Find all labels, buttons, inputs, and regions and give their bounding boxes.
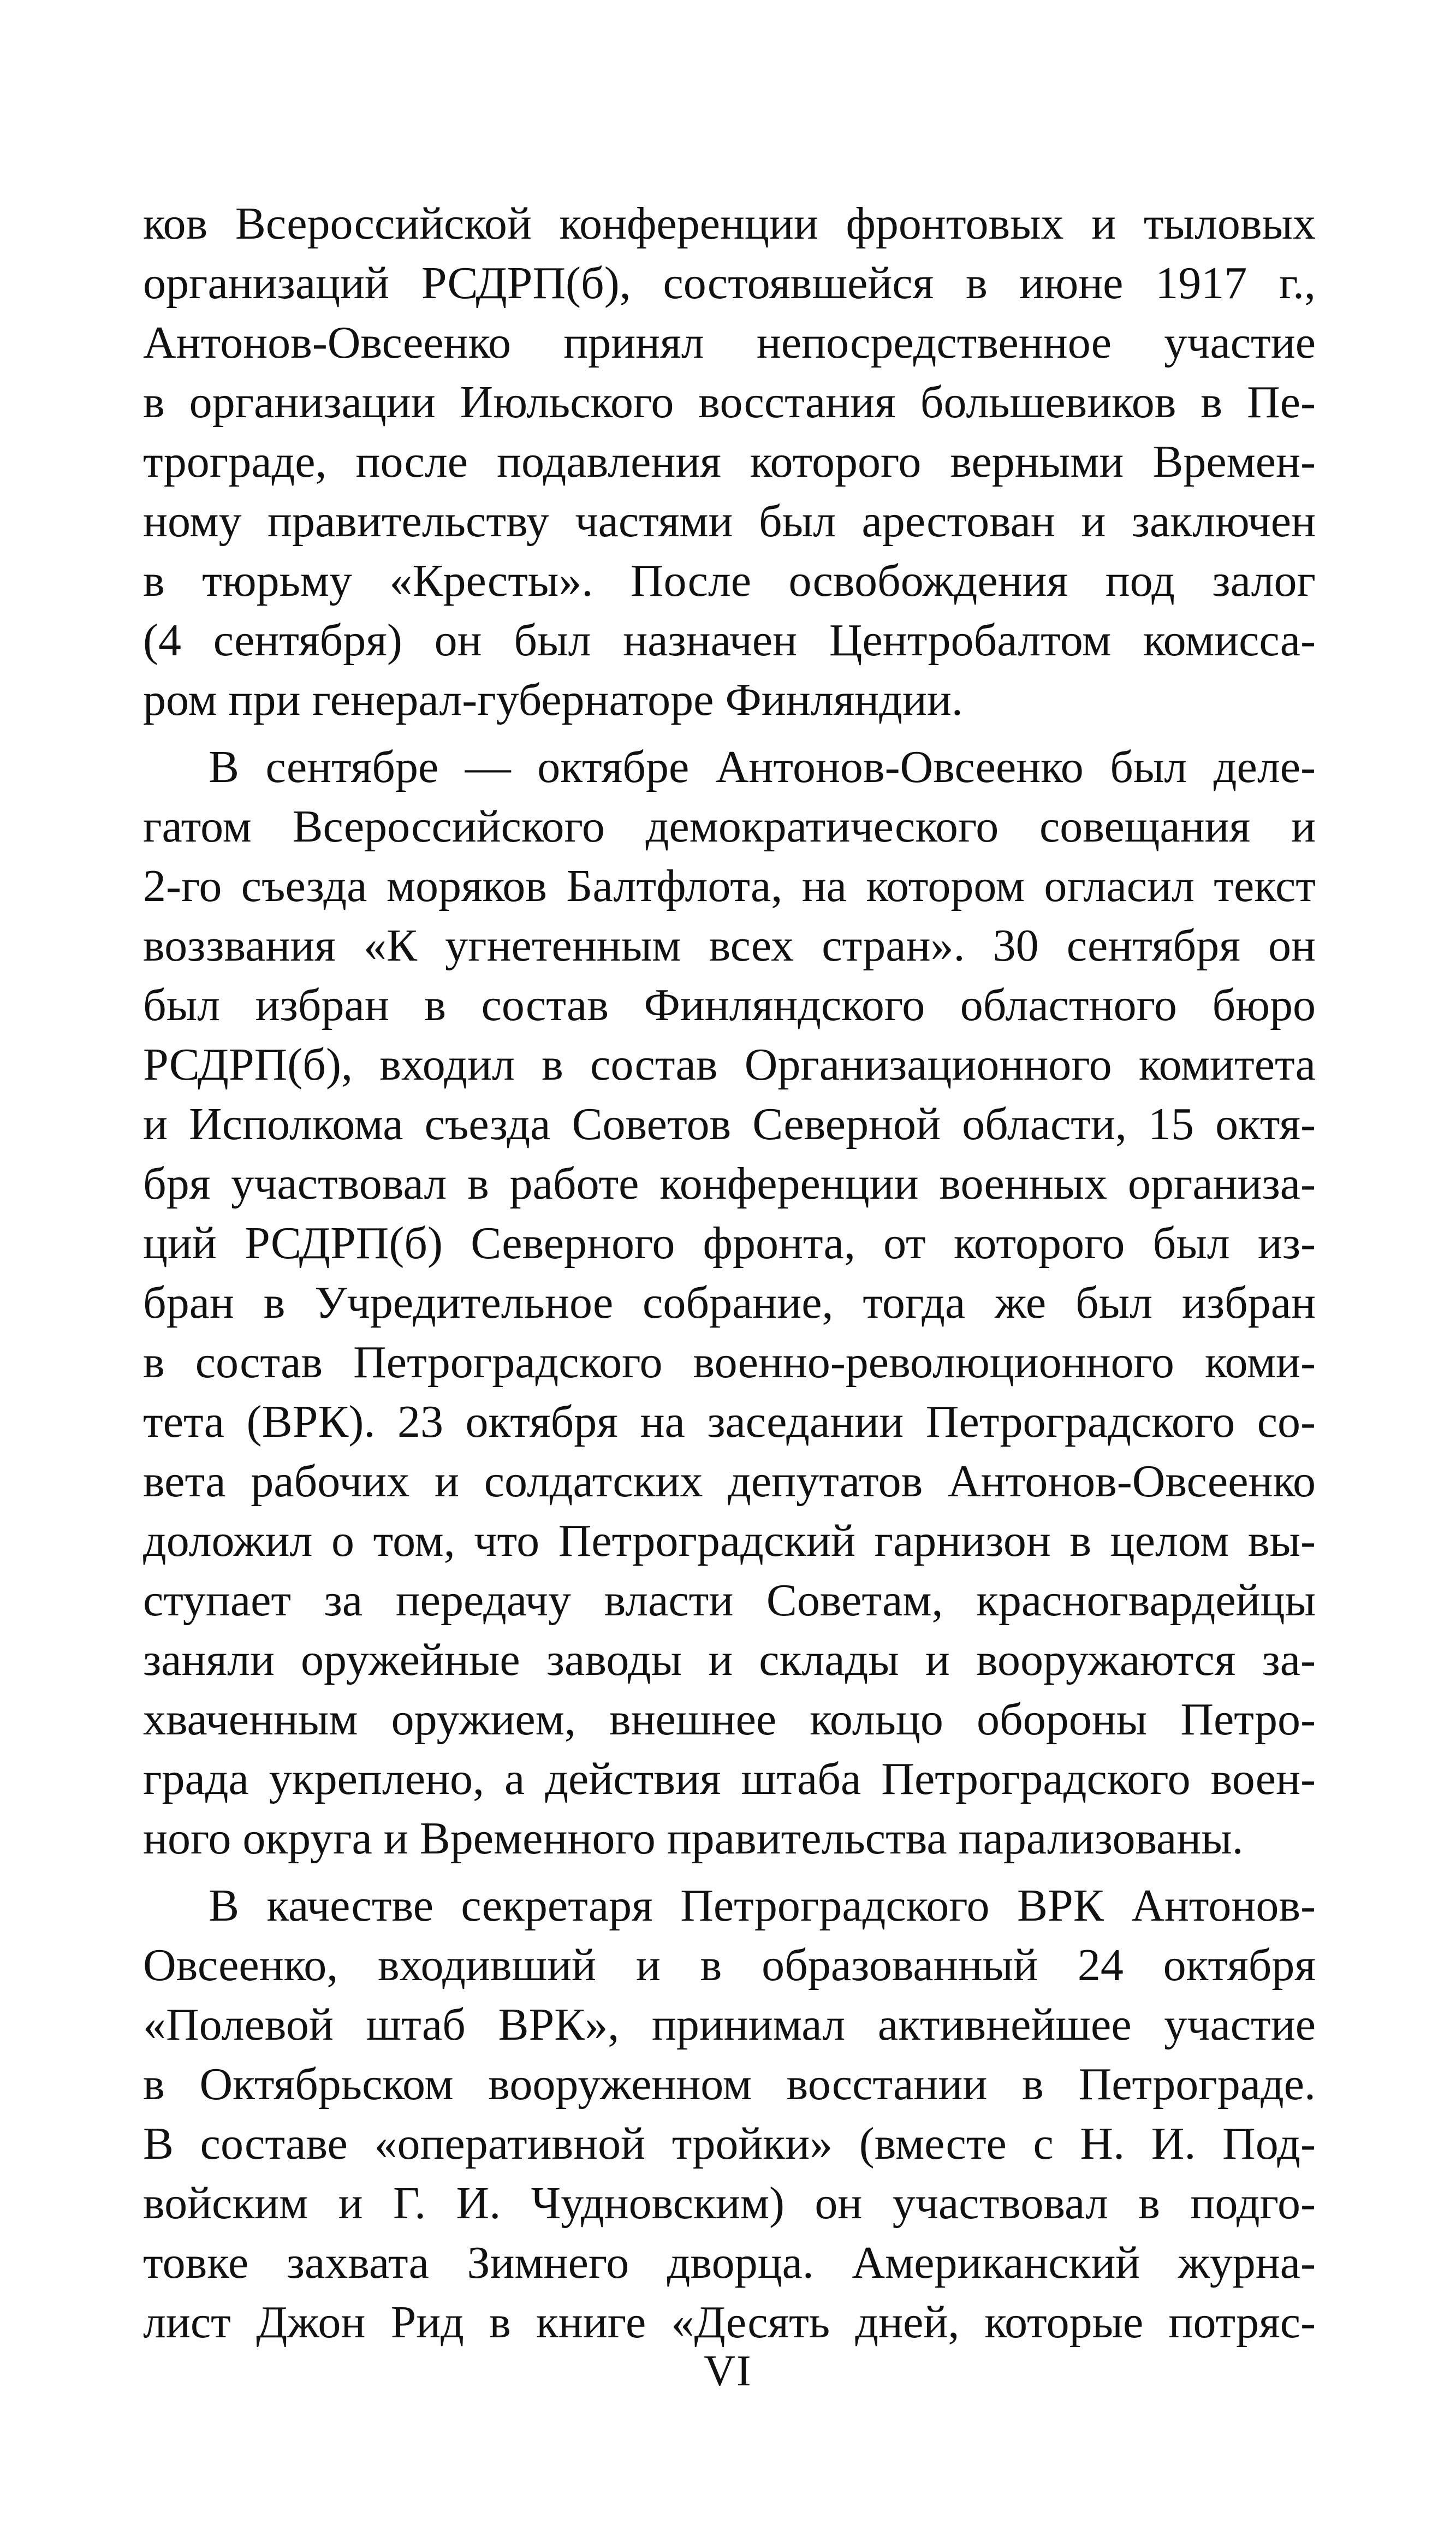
text-line: вета рабочих и солдатских депутатов Антонов-Овсеенко	[143, 1456, 1316, 1507]
text-line: хваченным оружием, внешнее кольцо обороны Петро-	[143, 1694, 1316, 1745]
page-number: VI	[704, 2347, 752, 2395]
body-text	[143, 194, 1316, 2352]
text-line: тета (ВРК). 23 октября на заседании Петроградского со-	[143, 1396, 1316, 1447]
text-line: доложил о том, что Петроградский гарнизон в целом вы-	[143, 1515, 1316, 1566]
text-line: ступает за передачу власти Советам, красногвардейцы	[143, 1575, 1316, 1626]
text-line: лист Джон Рид в книге «Десять дней, которые потряс-	[143, 2297, 1316, 2348]
text-line: (4 сентября) он был назначен Центробалтом комисса-	[143, 615, 1316, 666]
text-line: ному правительству частями был арестован и заключен	[143, 496, 1316, 547]
text-line: бран в Учредительное собрание, тогда же был избран	[143, 1277, 1316, 1328]
text-line: Антонов-Овсеенко принял непосредственное участие	[143, 317, 1316, 368]
paragraph	[143, 1876, 1316, 2352]
text-line: трограде, после подавления которого верными Времен-	[143, 436, 1316, 487]
paragraph	[143, 737, 1316, 1868]
text-line: ков Всероссийской конференции фронтовых и тыловых	[143, 198, 1316, 249]
text-line: в тюрьму «Кресты». После освобождения под залог	[143, 555, 1316, 606]
text-line: и Исполкома съезда Советов Северной области, 15 октя-	[143, 1099, 1316, 1150]
text-line: бря участвовал в работе конференции военных организа-	[143, 1158, 1316, 1209]
text-line: воззвания «К угнетенным всех стран». 30 сентября он	[143, 920, 1316, 971]
text-line: града укреплено, а действия штаба Петроградского воен-	[143, 1754, 1316, 1804]
text-line: гатом Всероссийского демократического совещания и	[143, 801, 1316, 852]
text-line: «Полевой штаб ВРК», принимал активнейшее участие	[143, 1999, 1316, 2050]
text-line: ций РСДРП(б) Северного фронта, от которого был из-	[143, 1218, 1316, 1269]
text-line: войским и Г. И. Чудновским) он участвовал в подго-	[143, 2178, 1316, 2229]
text-line: Овсеенко, входивший и в образованный 24 октября	[143, 1940, 1316, 1991]
text-line: в Октябрьском вооруженном восстании в Петрограде.	[143, 2059, 1316, 2110]
text-line: в состав Петроградского военно-революционного коми-	[143, 1337, 1316, 1388]
text-line: организаций РСДРП(б), состоявшейся в июне 1917 г.,	[143, 258, 1316, 309]
text-line: 2-го съезда моряков Балтфлота, на котором огласил текст	[143, 861, 1316, 911]
text-line: ром при генерал-губернаторе Финляндии.	[143, 674, 963, 725]
text-line: РСДРП(б), входил в состав Организационного комитета	[143, 1039, 1316, 1090]
text-line: заняли оружейные заводы и склады и вооружаются за-	[143, 1634, 1316, 1685]
text-line: В качестве секретаря Петроградского ВРК Антонов-	[209, 1880, 1316, 1931]
paragraph-spacer	[143, 1868, 1316, 1876]
paragraph	[143, 194, 1316, 730]
text-line: был избран в состав Финляндского областного бюро	[143, 980, 1316, 1030]
text-line: ного округа и Временного правительства парализованы.	[143, 1813, 1244, 1864]
text-line: в организации Июльского восстания большевиков в Пе-	[143, 377, 1316, 428]
text-line: В сентябре — октябре Антонов-Овсеенко был деле-	[209, 742, 1316, 792]
paragraph-spacer	[143, 730, 1316, 737]
text-line: В составе «оперативной тройки» (вместе с Н. И. Под-	[143, 2118, 1316, 2169]
text-line: товке захвата Зимнего дворца. Американский журна-	[143, 2237, 1316, 2288]
